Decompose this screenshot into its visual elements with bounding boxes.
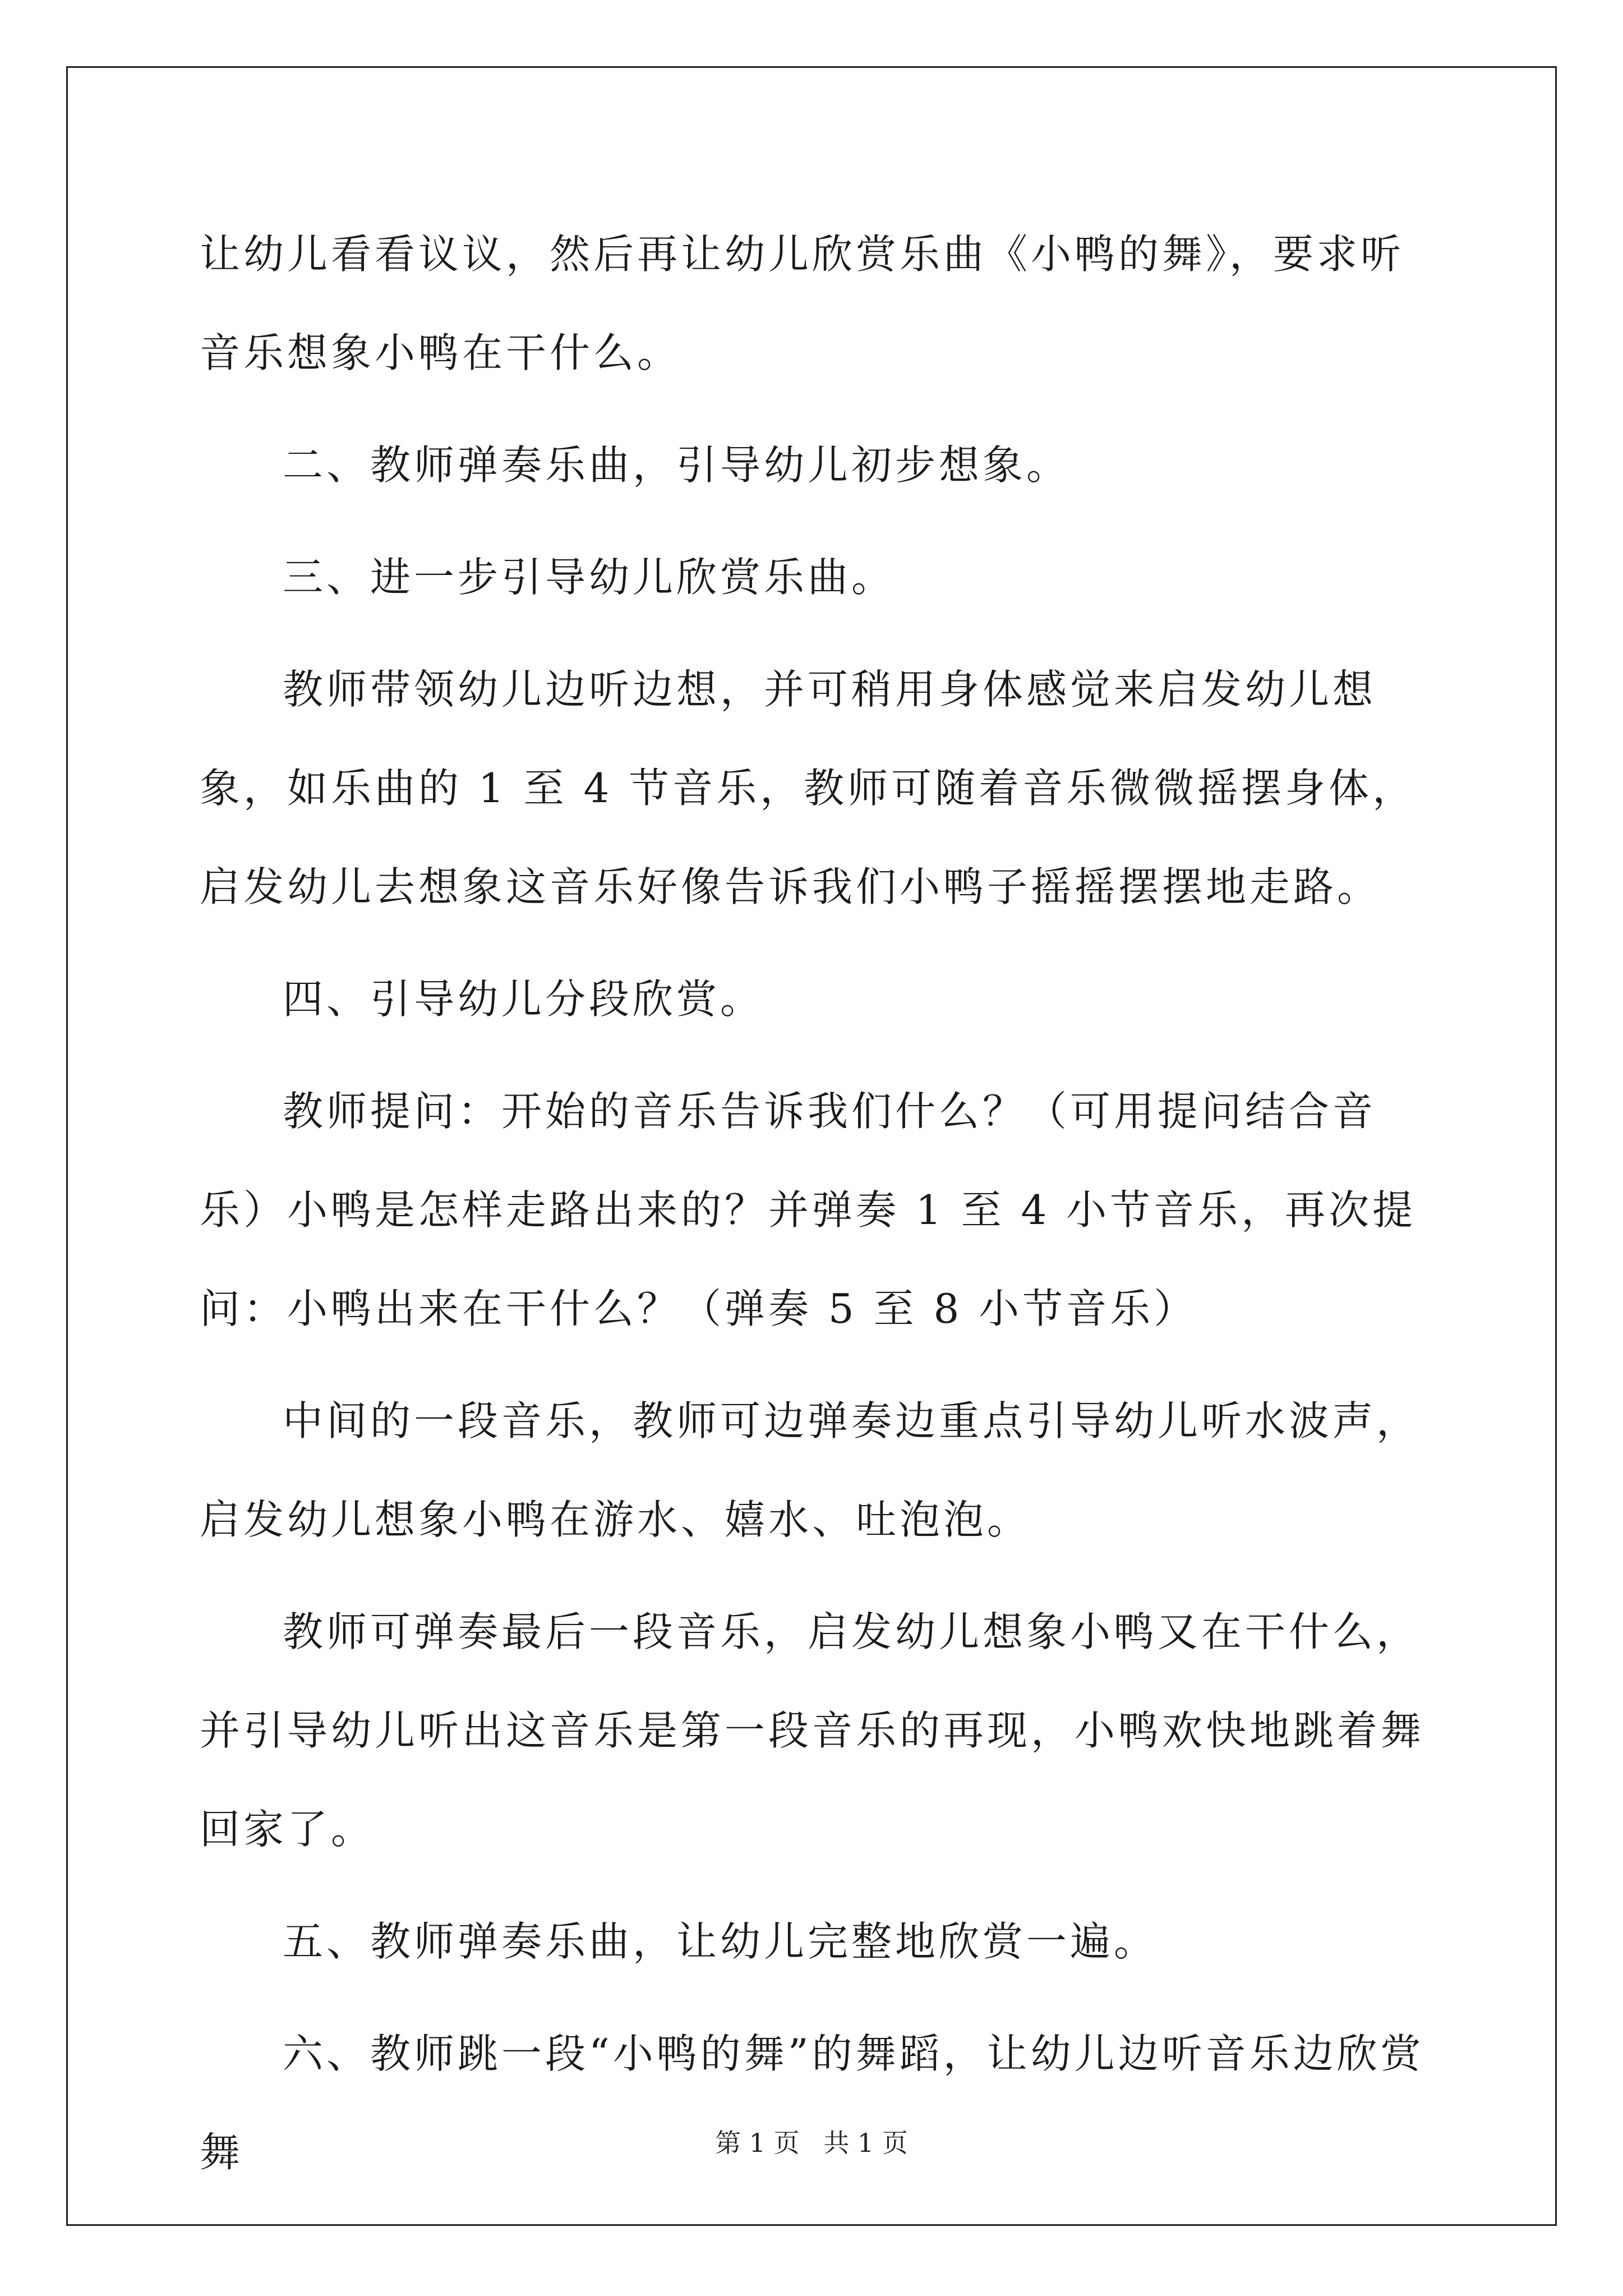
- paragraph-1: 让幼儿看看议议，然后再让幼儿欣赏乐曲《小鸭的舞》，要求听音乐想象小鸭在干什么。: [200, 231, 1405, 376]
- paragraph-3: 三、进一步引导幼儿欣赏乐曲。: [283, 554, 896, 601]
- paragraph-9: 五、教师弹奏乐曲，让幼儿完整地欣赏一遍。: [283, 1918, 1158, 1965]
- paragraph-5: 四、引导幼儿分段欣赏。: [283, 976, 764, 1023]
- paragraph-2: 二、教师弹奏乐曲，引导幼儿初步想象。: [283, 441, 1071, 489]
- page-total: 共 1 页: [823, 2128, 908, 2158]
- paragraph-4: 教师带领幼儿边听边想，并可稍用身体感觉来启发幼儿想象，如乐曲的 1 至 4 节音乐，教师可随着音乐微微摇摆身体，启发幼儿去想象这音乐好像告诉我们小鸭子摇摇摆摆地走路。: [200, 666, 1417, 910]
- paragraph-10: 六、教师跳一段“小鸭的舞”的舞蹈，让幼儿边听音乐边欣赏舞: [200, 2030, 1424, 2176]
- paragraph-6: 教师提问：开始的音乐告诉我们什么？（可用提问结合音乐）小鸭是怎样走路出来的？并弹奏 1 至 4 小节音乐，再次提问：小鸭出来在干什么？（弹奏 5 至 8 小节音乐）: [200, 1088, 1417, 1332]
- paragraph-8: 教师可弹奏最后一段音乐，启发幼儿想象小鸭又在干什么，并引导幼儿听出这音乐是第一段音乐的再现，小鸭欢快地跳着舞回家了。: [200, 1608, 1425, 1853]
- document-body: [200, 205, 1428, 2215]
- page-number: 第 1 页: [715, 2128, 800, 2158]
- paragraph-7: 中间的一段音乐，教师可边弹奏边重点引导幼儿听水波声，启发幼儿想象小鸭在游水、嬉水、吐泡泡。: [200, 1397, 1421, 1543]
- page-footer: [0, 2126, 1623, 2160]
